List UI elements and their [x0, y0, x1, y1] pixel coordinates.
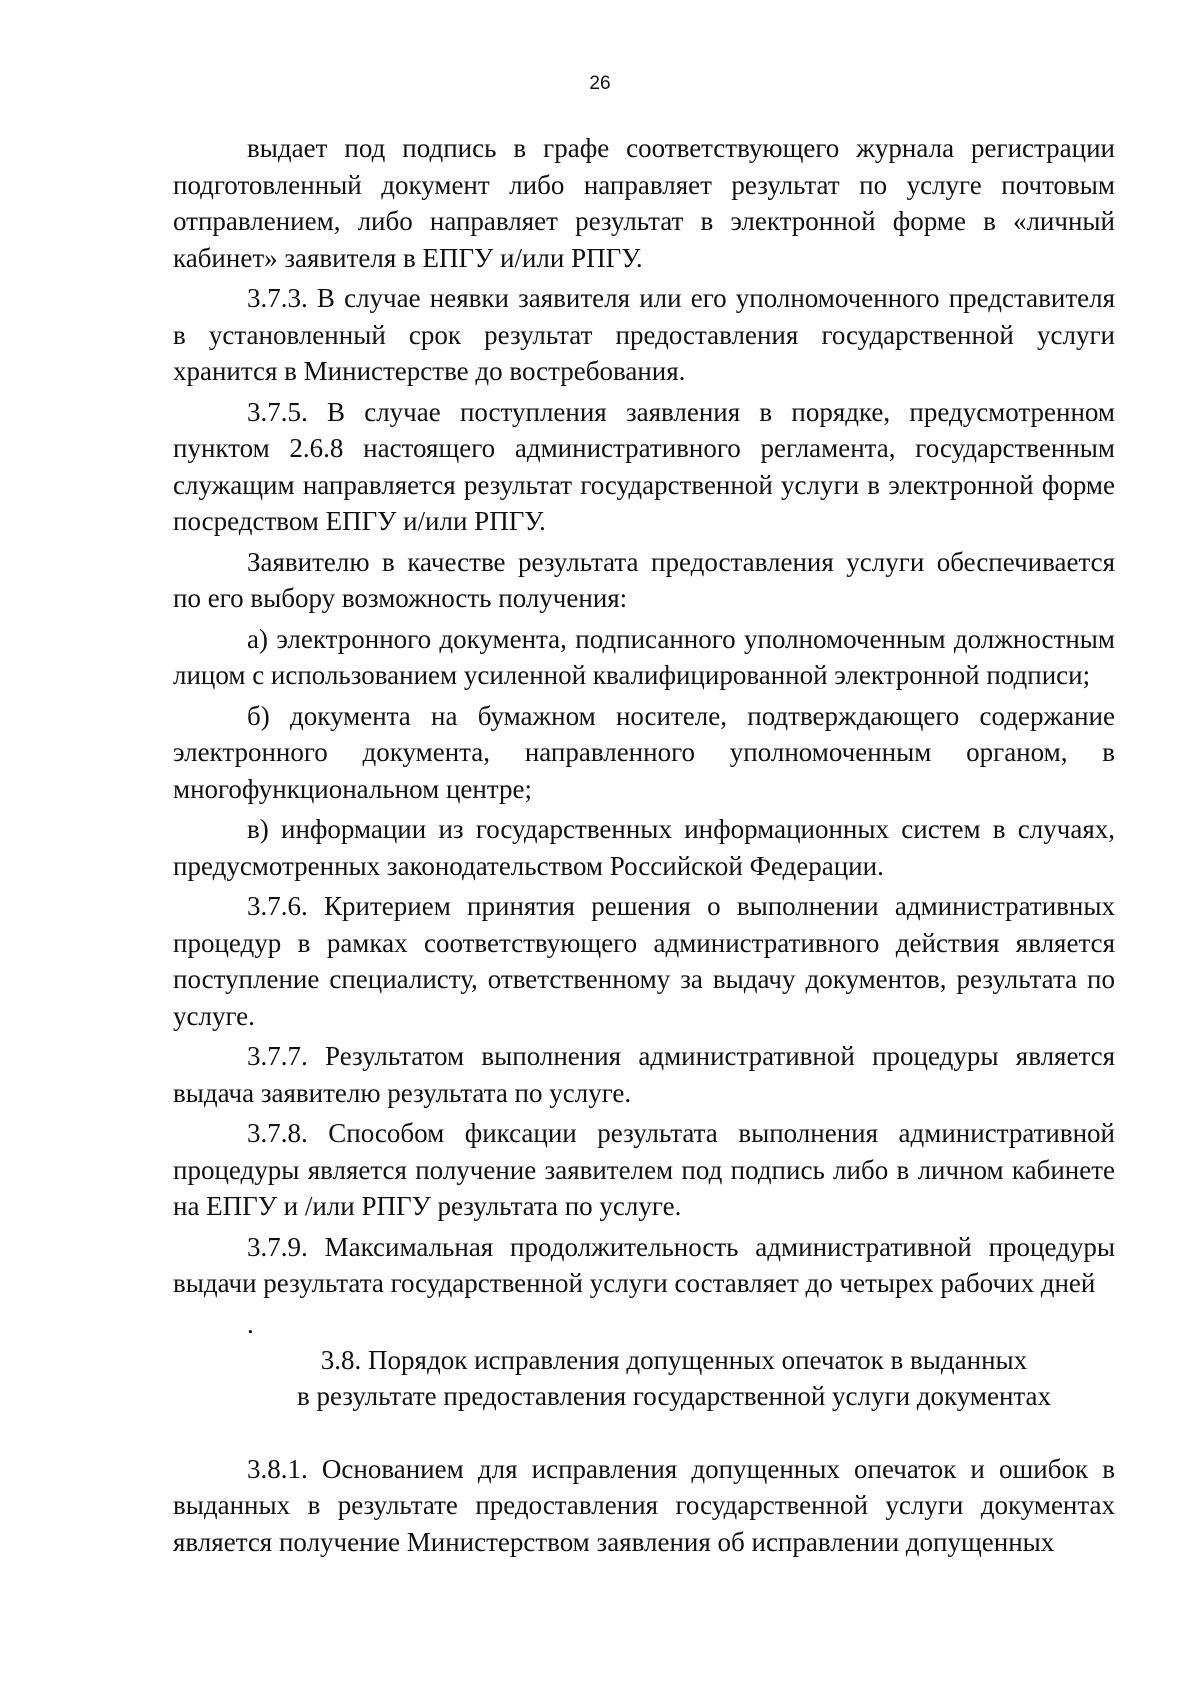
paragraph-3-8-1: 3.8.1. Основанием для исправления допущенных опечаток и ошибок в выданных в результате предоставления государственной услуги документах является получение Министерством заявления об исправлении допущенных	[173, 1453, 1115, 1557]
section-heading-3-8	[173, 1342, 1115, 1415]
section-heading-line1: 3.8. Порядок исправления допущенных опечаток в выданных	[320, 1344, 1028, 1375]
document-body	[173, 130, 1115, 1564]
paragraph-applicant-choice: Заявителю в качестве результата предоставления услуги обеспечивается по его выбору возможность получения:	[173, 546, 1115, 613]
page-number: 26	[589, 73, 611, 94]
paragraph-option-v: в) информации из государственных информационных систем в случаях, предусмотренных законодательством Российской Федерации.	[173, 814, 1115, 881]
paragraph-3-7-3: 3.7.3. В случае неявки заявителя или его уполномоченного представителя в установленный срок результат предоставления государственной услуги хранится в Министерстве до востребования.	[173, 283, 1115, 386]
section-heading-line2: в результате предоставления государственной услуги документах	[296, 1381, 1052, 1411]
paragraph-issuance: выдает под подпись в графе соответствующего журнала регистрации подготовленный документ либо направляет результат по услуге почтовым отправлением, либо направляет результат в электронной форме в «личный кабинет» заявителя в ЕПГУ и/или РПГУ.	[173, 133, 1115, 273]
paragraph-option-a: а) электронного документа, подписанного уполномоченным должностным лицом с использованием усиленной квалифицированной электронной подписи;	[173, 623, 1115, 690]
paragraph-option-b: б) документа на бумажном носителе, подтверждающего содержание электронного документа, направленного уполномоченным органом, в многофункциональном центре;	[173, 700, 1115, 804]
stray-dot: .	[247, 1308, 254, 1339]
paragraph-3-7-8: 3.7.8. Способом фиксации результата выполнения административной процедуры является получение заявителем под подпись либо в личном кабинете на ЕПГУ и /или РПГУ результата по услуге.	[173, 1118, 1115, 1221]
paragraph-3-7-6: 3.7.6. Критерием принятия решения о выполнении административных процедур в рамках соответствующего административного действия является поступление специалисту, ответственному за выдачу документов, результата по услуге.	[173, 891, 1115, 1031]
paragraph-3-7-5: 3.7.5. В случае поступления заявления в порядке, предусмотренном пунктом 2.6.8 настоящего административного регламента, государственным служащим направляется результат государственной услуги в электронной форме посредством ЕПГУ и/или РПГУ.	[173, 396, 1115, 536]
paragraph-3-7-9: 3.7.9. Максимальная продолжительность административной процедуры выдачи результата государственной услуги составляет до четырех рабочих дней	[173, 1231, 1115, 1298]
paragraph-3-7-7: 3.7.7. Результатом выполнения административной процедуры является выдача заявителю результата по услуге.	[173, 1041, 1115, 1108]
